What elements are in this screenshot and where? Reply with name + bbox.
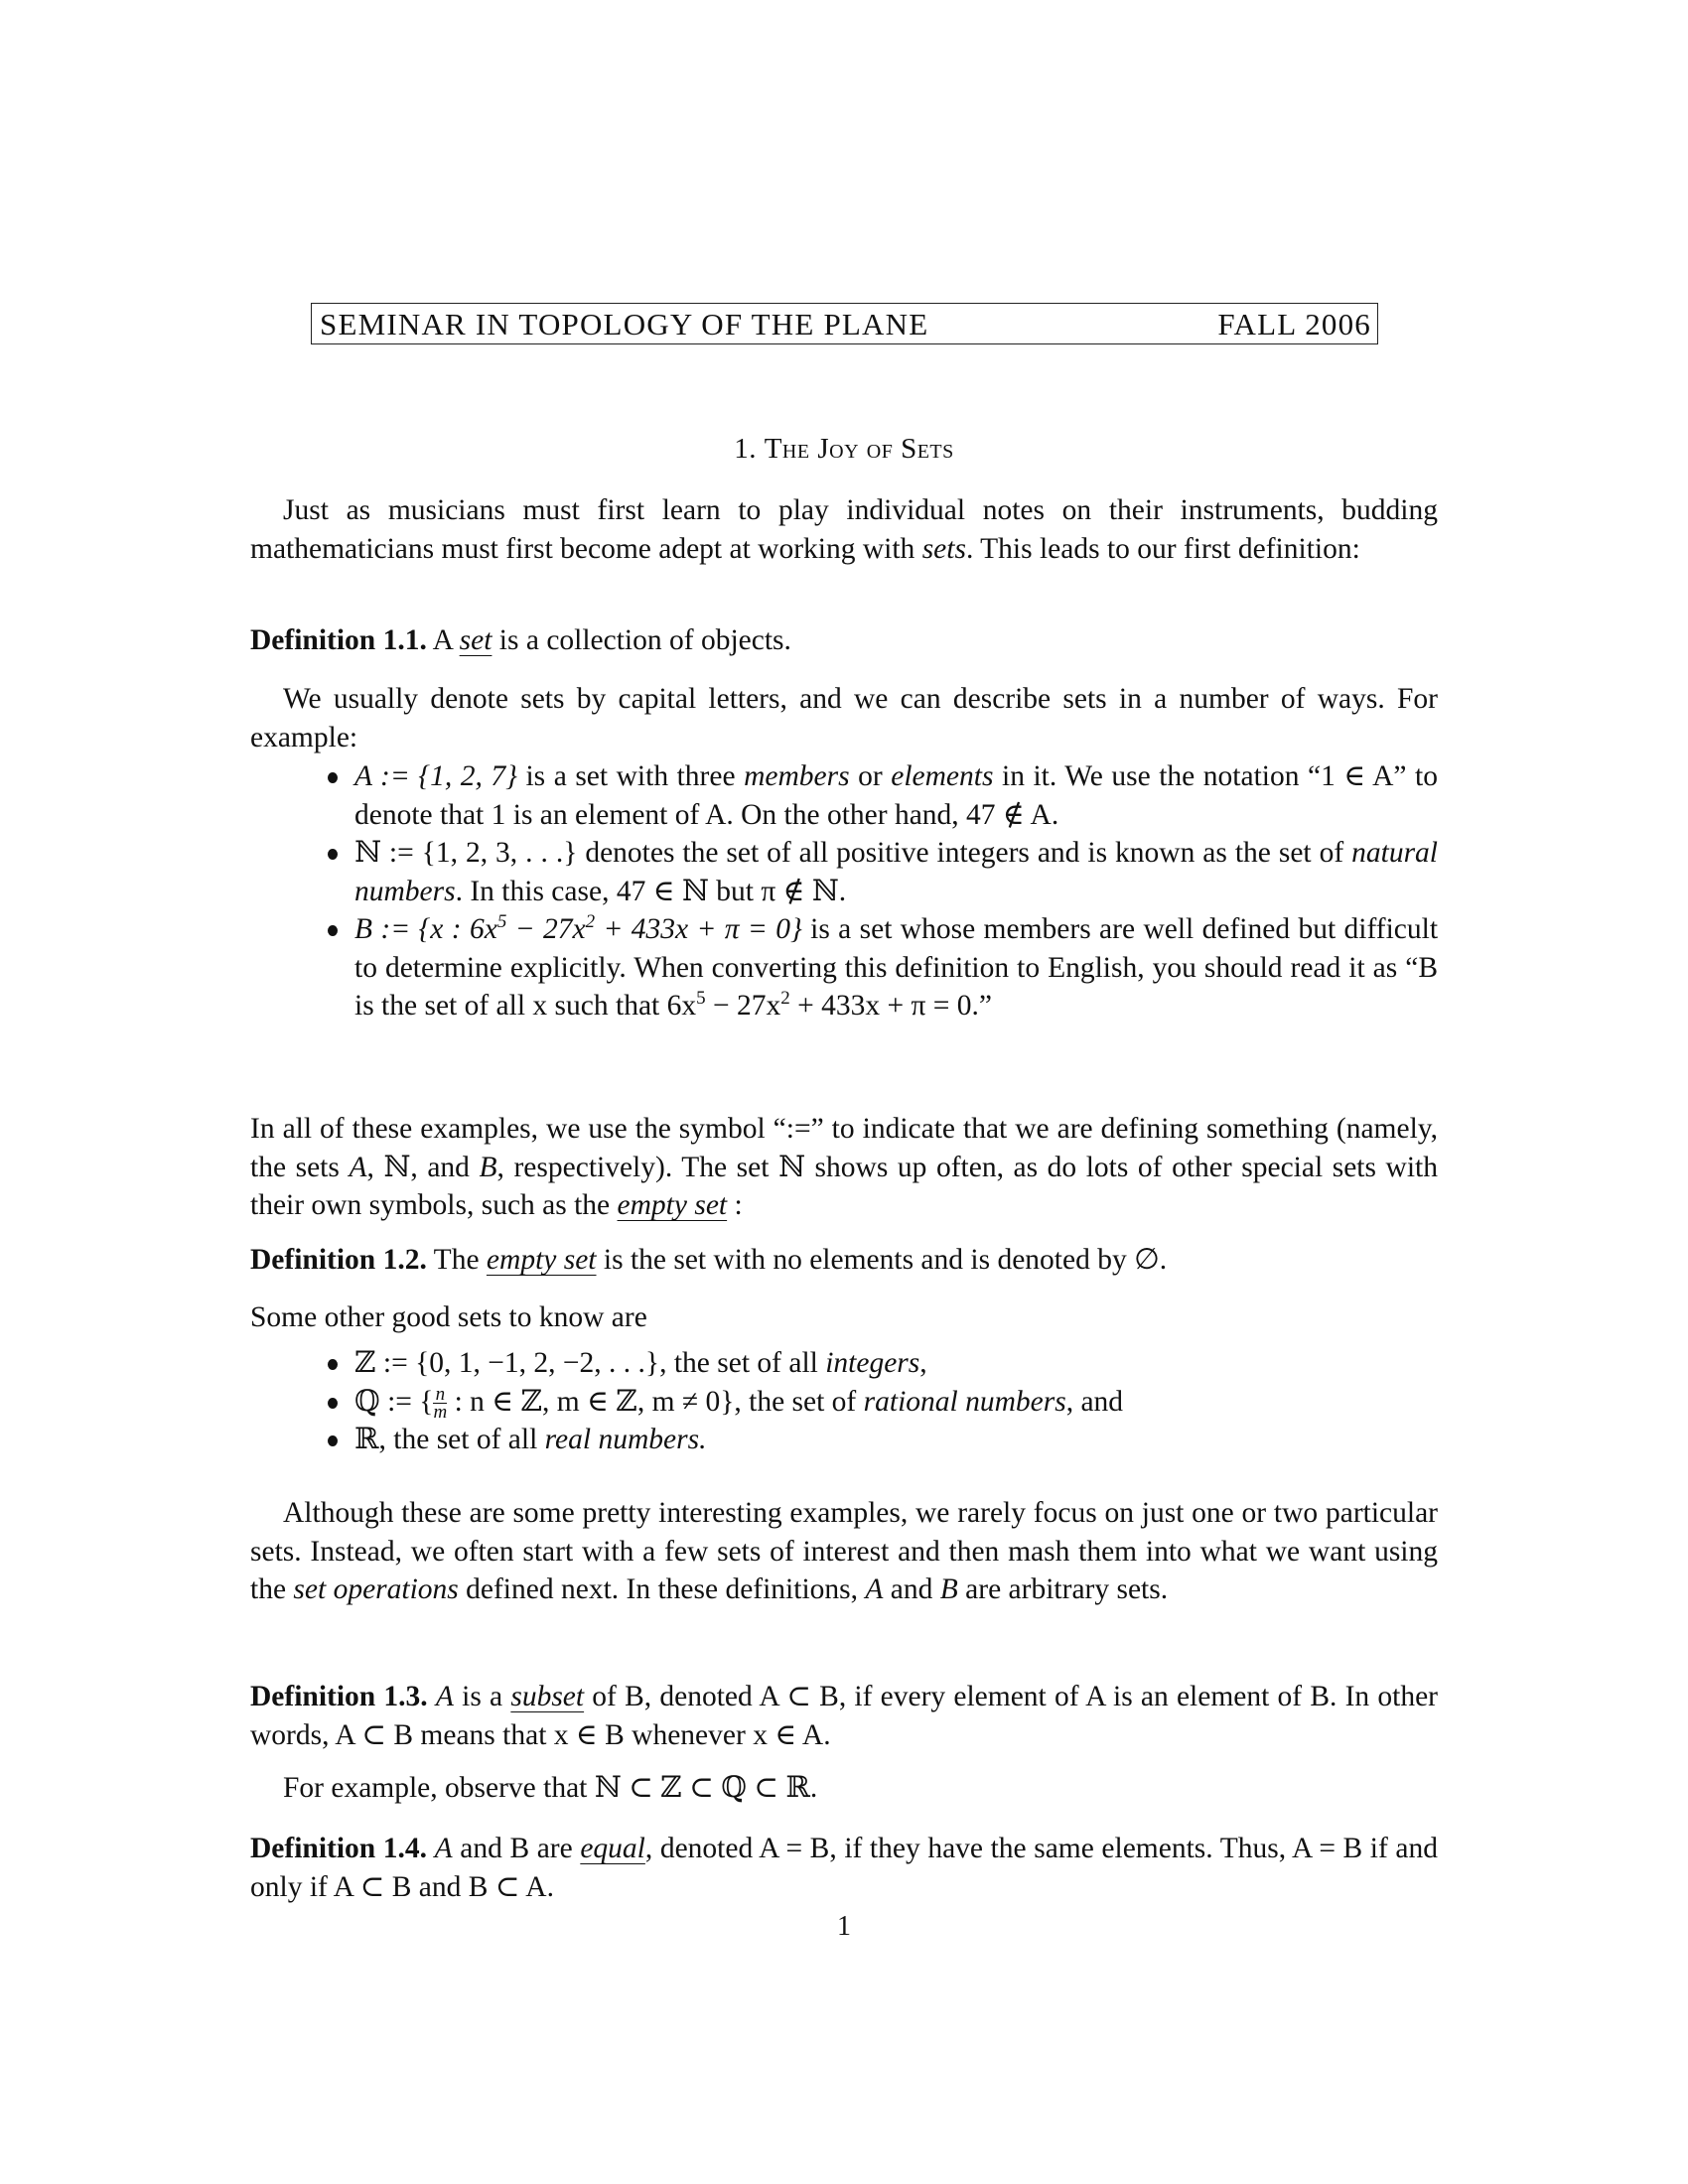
special-sets-list xyxy=(250,1344,1438,1459)
math-var: B xyxy=(939,1573,958,1605)
paragraph-text: are arbitrary sets. xyxy=(957,1573,1169,1605)
paragraph-text: Although these are some pretty interesting examples, we rarely focus on just one or two particular sets. Instead, we often start with a few sets of interest and then mash them into what we want using the xyxy=(250,1497,1438,1605)
exponent: 5 xyxy=(496,911,507,933)
item-text: the set of all xyxy=(666,1347,826,1379)
paragraph-text: : xyxy=(727,1189,743,1221)
item-text: the set of all xyxy=(385,1424,545,1456)
definition-1-4 xyxy=(250,1830,1438,1906)
definition-text: is the set with no elements and is denoted by ∅. xyxy=(596,1244,1168,1276)
emphasis-sets: sets xyxy=(921,532,966,565)
subset-example: For example, observe that ℕ ⊂ ℤ ⊂ ℚ ⊂ ℝ. xyxy=(283,1772,818,1804)
definition-label: Definition 1.3. xyxy=(250,1681,428,1712)
paragraph-text: , ℕ, and xyxy=(366,1151,480,1183)
emphasis: members xyxy=(744,760,850,792)
definition-text: A xyxy=(426,624,460,656)
defined-term: subset xyxy=(510,1681,585,1712)
fraction xyxy=(433,1384,448,1424)
examples-list xyxy=(250,757,1438,1025)
definition-text: is a collection of objects. xyxy=(492,624,791,656)
math-var: B xyxy=(479,1151,497,1183)
definition-1-2 xyxy=(250,1241,1438,1280)
term-label: FALL 2006 xyxy=(1217,306,1371,341)
item-text: or xyxy=(849,760,892,792)
emphasis: elements xyxy=(891,760,994,792)
item-text: . In this case, 47 ∈ ℕ but π ∉ ℕ. xyxy=(455,875,847,907)
math-expression: A := {1, 2, 7} xyxy=(354,760,517,792)
page-number: 1 xyxy=(837,1911,851,1942)
definition-label: Definition 1.1. xyxy=(250,624,427,656)
emphasis: real numbers. xyxy=(544,1424,707,1456)
definition-label: Definition 1.2. xyxy=(250,1244,427,1276)
math-expression: ℤ := {0, 1, −1, 2, −2, . . .}, xyxy=(354,1347,667,1379)
paragraph-text: and xyxy=(883,1573,940,1605)
math-var: A xyxy=(434,1833,453,1864)
item-text: is a set whose members are well defined but difficult to determine explicitly. When converting this definition to English, you should read it as “B is the set of all x such that 6x xyxy=(354,913,1439,1022)
definition-text: , denoted A = B, if they have the same elements. Thus, A = B if and only if A ⊂ B and B ⊂ A. xyxy=(250,1833,1439,1903)
paragraph-text: , respectively). The set ℕ shows up often, as do lots of other special sets with their own symbols, such as the xyxy=(250,1151,1438,1221)
course-title: SEMINAR IN TOPOLOGY OF THE PLANE xyxy=(320,306,929,341)
section-title-text: The Joy of Sets xyxy=(764,433,954,465)
exponent: 2 xyxy=(585,911,596,933)
defined-term: set xyxy=(459,624,492,656)
emphasis-empty-set: empty set xyxy=(617,1189,728,1221)
math-part: B := {x : 6x xyxy=(354,913,497,945)
defined-term: empty set xyxy=(486,1244,597,1276)
math-expression: ℚ := { xyxy=(354,1385,434,1418)
math-expression: : n ∈ ℤ, m ∈ ℤ, m ≠ 0}, xyxy=(447,1385,742,1418)
item-text: , and xyxy=(1065,1385,1124,1418)
math-expression xyxy=(354,913,802,945)
definition-label: Definition 1.4. xyxy=(250,1833,428,1864)
exponent: 2 xyxy=(780,988,790,1010)
running-header xyxy=(311,303,1378,344)
defined-term: equal xyxy=(580,1833,645,1864)
math-part: − 27x xyxy=(506,913,586,945)
item-text: in it. We use the notation “1 ∈ A” to denote that 1 is an element of A. On the other hand, 47 ∉ A. xyxy=(354,760,1438,831)
section-title xyxy=(0,433,1688,466)
definition-1-1 xyxy=(250,621,1438,660)
emphasis: rational numbers xyxy=(863,1385,1066,1418)
fraction-numerator: n xyxy=(433,1386,447,1404)
math-expression: ℕ := {1, 2, 3, . . .} xyxy=(354,837,578,869)
list-item xyxy=(250,757,1438,834)
item-text: denotes the set of all positive integers and is known as the set of xyxy=(577,837,1352,869)
emphasis: natural numbers xyxy=(354,837,1438,907)
intro-text: Just as musicians must first learn to play individual notes on their instruments, budding mathematicians must first become adept at working with xyxy=(250,494,1438,565)
item-text: the set of xyxy=(741,1385,864,1418)
list-item xyxy=(250,1383,1438,1422)
examples-list-container xyxy=(250,757,1438,1025)
definition-text: is a xyxy=(453,1681,511,1712)
paragraph-text: defined next. In these definitions, xyxy=(458,1573,866,1605)
exponent: 5 xyxy=(696,988,706,1010)
special-sets-container xyxy=(250,1344,1438,1459)
math-var: A xyxy=(865,1573,884,1605)
list-item xyxy=(250,834,1438,910)
item-text: − 27x xyxy=(705,990,781,1022)
item-text: is a set with three xyxy=(516,760,745,792)
list-item xyxy=(250,1421,1438,1459)
list-item xyxy=(250,910,1438,1025)
intro-paragraph xyxy=(250,491,1438,568)
emphasis: set operations xyxy=(293,1573,459,1605)
paragraph-text: In all of these examples, we use the symbol “:=” to indicate that we are defining something (namely, the sets xyxy=(250,1113,1438,1183)
definition-text: and B are xyxy=(452,1833,581,1864)
intro-text-end: . This leads to our first definition: xyxy=(965,532,1360,565)
math-expression: ℝ, xyxy=(354,1424,386,1456)
list-item xyxy=(250,1344,1438,1383)
definition-text: of B, denoted A ⊂ B, if every element of A is an element of B. In other words, A ⊂ B means that x ∈ B whenever x ∈ A. xyxy=(250,1681,1438,1751)
emphasis: integers xyxy=(825,1347,920,1379)
although-paragraph xyxy=(250,1494,1438,1609)
fraction-denominator: m xyxy=(433,1402,448,1424)
other-sets-intro: Some other good sets to know are xyxy=(250,1301,647,1333)
describe-paragraph: We usually denote sets by capital letters, and we can describe sets in a number of ways. For example: xyxy=(250,683,1438,753)
definition-1-3 xyxy=(250,1678,1438,1754)
item-text: + 433x + π = 0.” xyxy=(789,990,993,1022)
item-text: , xyxy=(919,1347,927,1379)
math-var: A xyxy=(435,1681,454,1712)
symbols-paragraph xyxy=(250,1110,1438,1225)
math-part: + 433x + π = 0} xyxy=(595,913,802,945)
definition-text: The xyxy=(426,1244,487,1276)
section-number: 1. xyxy=(734,433,757,465)
math-var: A xyxy=(349,1151,367,1183)
